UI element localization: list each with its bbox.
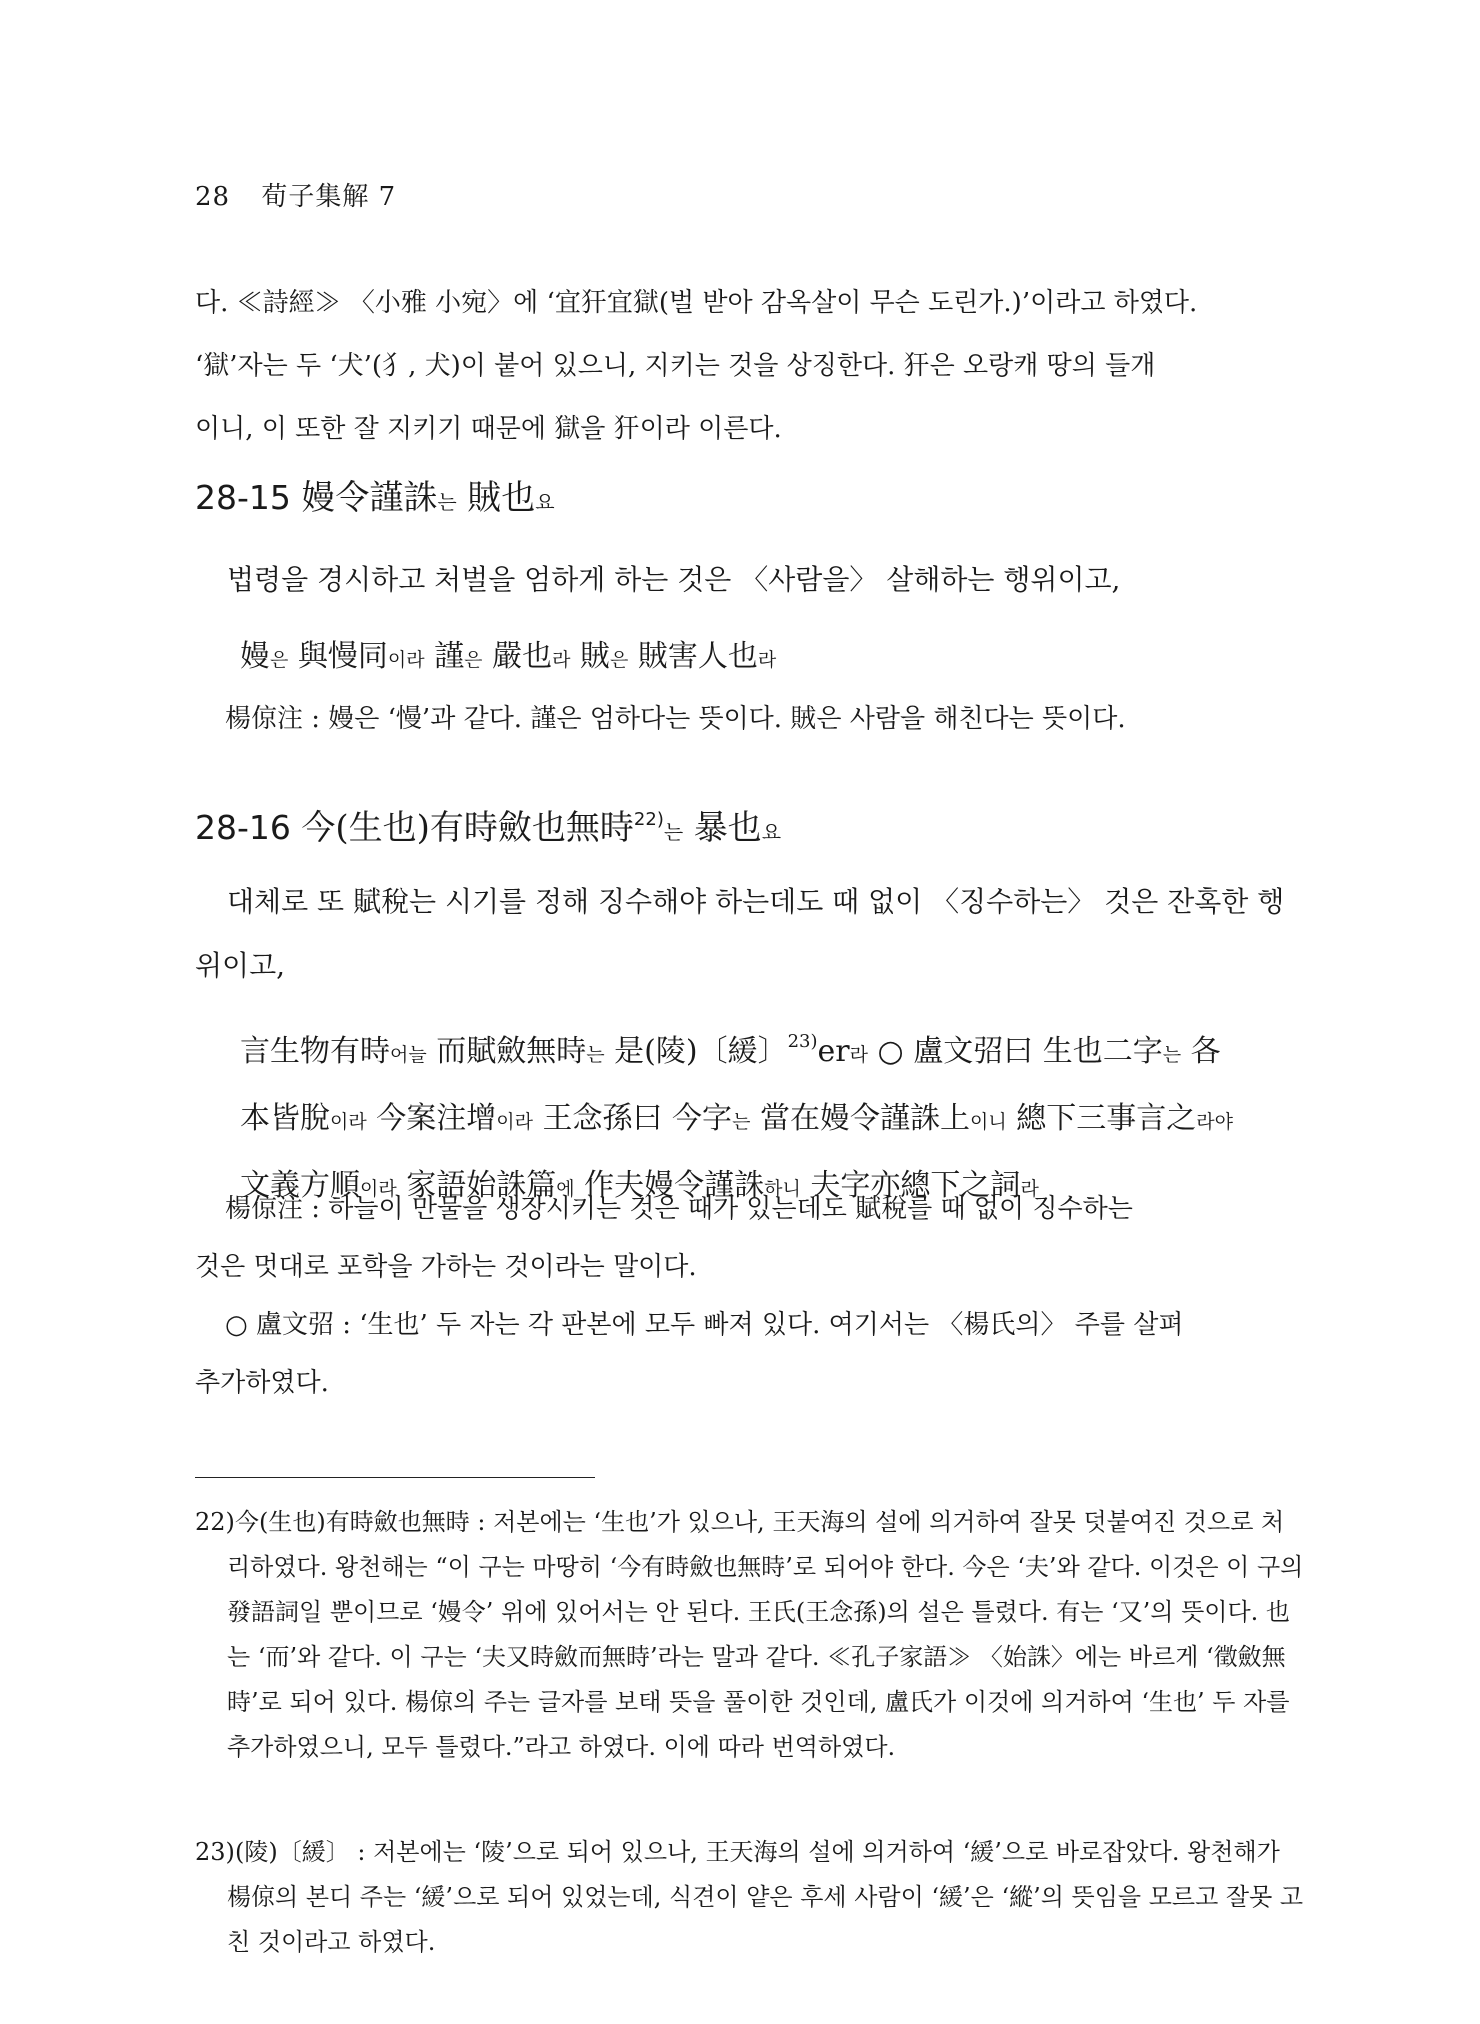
section-heading-28-15 — [195, 470, 555, 519]
particle: 은 — [270, 649, 289, 671]
footnote-22 — [195, 1500, 1305, 1770]
original-chunk: 賊害人也 — [628, 639, 758, 674]
commentary-28-16-yang — [195, 1180, 1300, 1296]
commentary-28-15: 楊倞注 : 嫚은 ‘慢’과 같다. 謹은 엄하다는 뜻이다. 賊은 사람을 해친다는 뜻이다. — [225, 704, 1126, 734]
particle: 라 — [757, 649, 777, 671]
commentary-line: 것은 멋대로 포학을 가하는 것이라는 말이다. — [195, 1252, 697, 1282]
particle: 이라 — [387, 649, 425, 671]
intro-paragraph — [195, 272, 1300, 461]
original-chunk: 王念孫曰 今字 — [532, 1101, 733, 1136]
heading-text: 今(生也)有時斂也無時 — [301, 808, 634, 848]
particle: 라야 — [1196, 1111, 1233, 1133]
heading-particle: 요 — [535, 490, 555, 514]
original-chunk: 賊 — [570, 639, 610, 674]
particle: 이라 — [330, 1111, 367, 1133]
book-title: 荀子集解 7 — [261, 182, 397, 212]
original-chunk: 是(陵)〔緩〕 — [604, 1034, 788, 1069]
commentary-line: 추가하였다. — [195, 1368, 329, 1398]
particle: 라 — [552, 649, 571, 671]
original-chunk: 各 — [1181, 1034, 1221, 1069]
page-number: 28 — [195, 182, 231, 212]
particle: 는 — [1162, 1044, 1182, 1066]
translation-28-15: 법령을 경시하고 처벌을 엄하게 하는 것은 〈사람을〉 살해하는 행위이고, — [227, 563, 1121, 596]
original-chunk: 夫字亦總下之詞 — [800, 1168, 1021, 1203]
original-chunk: er — [817, 1034, 850, 1069]
original-line — [240, 1010, 1300, 1087]
original-chunk: 當在嫚令謹誅上 — [750, 1101, 970, 1136]
footnote-text: (陵)〔緩〕 : 저본에는 ‘陵’으로 되어 있으나, 王天海의 설에 의거하여 ‘緩’으로 바로잡았다. 왕천해가 楊倞의 본디 주는 ‘緩’으로 되어 있었는데, 식견이 얕은 후세 사람이 ‘緩’은 ‘縱’의 뜻임을 모르고 잘못 고친 것이라고 하였다. — [227, 1838, 1304, 1956]
original-text-28-15 — [240, 625, 1300, 692]
heading-particle: 는 — [437, 490, 457, 514]
original-chunk: 作夫嫚令謹誅 — [574, 1168, 765, 1203]
footnote-ref[interactable]: 23) — [787, 1031, 818, 1052]
original-chunk: 本皆脫 — [240, 1101, 330, 1136]
particle: 은 — [609, 649, 629, 671]
intro-line: ‘獄’자는 두 ‘犬’(犭, 犬)이 붙어 있으니, 지키는 것을 상징한다. 犴은 오랑캐 땅의 들개 — [195, 351, 1156, 381]
particle: 는 — [586, 1044, 605, 1066]
original-chunk: 家語始誅篇 — [396, 1168, 557, 1203]
original-chunk: 謹 — [424, 639, 465, 674]
particle: 은 — [464, 649, 483, 671]
section-number: 28-16 — [195, 808, 291, 847]
original-chunk: 而賦斂無時 — [426, 1034, 587, 1069]
original-chunk: 與慢同 — [288, 639, 388, 674]
running-header — [195, 176, 396, 213]
intro-line: 다. ≪詩經≫ 〈小雅 小宛〉에 ‘宜犴宜獄(벌 받아 감옥살이 무슨 도린가.)’이라고 하였다. — [195, 288, 1198, 318]
footnote-23 — [195, 1830, 1305, 1965]
translation-28-16: 대체로 또 賦稅는 시기를 정해 징수해야 하는데도 때 없이 〈징수하는〉 것은 잔혹한 행위이고, — [195, 885, 1285, 982]
particle: 라 — [1020, 1178, 1039, 1200]
particle: 에 — [556, 1178, 575, 1200]
original-chunk: 言生物有時 — [240, 1034, 390, 1069]
heading-particle: 는 — [663, 820, 684, 844]
commentary-28-16-lu — [195, 1296, 1300, 1412]
particle: 이라 — [496, 1111, 533, 1133]
section-heading-28-16 — [195, 800, 781, 849]
footnote-label: 22) — [195, 1508, 235, 1536]
particle: 이라 — [360, 1178, 397, 1200]
particle: 어늘 — [390, 1044, 427, 1066]
heading-text: 嫚令謹誅 — [301, 478, 438, 518]
commentary-line: ○ 盧文弨 : ‘生也’ 두 자는 각 판본에 모두 빠져 있다. 여기서는 〈楊氏의〉 주를 살펴 — [225, 1310, 1184, 1340]
heading-text: 暴也 — [693, 808, 762, 848]
footnote-text: 今(生也)有時斂也無時 : 저본에는 ‘生也’가 있으나, 王天海의 설에 의거하여 잘못 덧붙여진 것으로 처리하였다. 왕천해는 “이 구는 마땅히 ‘今有時斂也無時’로 되어야 한다. 今은 ‘夫’와 같다. 이것은 이 구의 發語詞일 뿐이므로 ‘嫚令’ 위에 있어서는 안 된다. 王氏(王念孫)의 설은 틀렸다. 有는 ‘又’의 뜻이다. 也는 ‘而’와 같다. 이 구는 ‘夫又時斂而無時’라는 말과 같다. ≪孔子家語≫ 〈始誅〉에는 바르게 ‘徵斂無時’로 되어 있다. 楊倞의 주는 글자를 보태 뜻을 풀이한 것인데, 盧氏가 이것에 의거하여 ‘生也’ 두 자를 추가하였으니, 모두 틀렸다.”라고 하였다. 이에 따라 번역하였다. — [227, 1508, 1304, 1761]
intro-line: 이니, 이 또한 잘 지키기 때문에 獄을 犴이라 이른다. — [195, 414, 782, 444]
particle: 이니 — [969, 1111, 1007, 1133]
section-number: 28-15 — [195, 478, 291, 517]
original-chunk: 嫚 — [240, 639, 270, 674]
particle: 하니 — [764, 1178, 801, 1200]
commentary-line: 楊倞注 : 하늘이 만물을 생장시키는 것은 때가 있는데도 賦稅를 때 없이 징수하는 — [225, 1194, 1133, 1224]
footnote-divider — [195, 1477, 595, 1478]
footnote-ref[interactable]: 22) — [633, 809, 664, 830]
original-line — [240, 1087, 1300, 1154]
original-chunk: 文義方順 — [240, 1168, 360, 1203]
heading-text: 賊也 — [467, 478, 536, 518]
heading-particle: 요 — [761, 820, 782, 844]
original-chunk: 今案注增 — [366, 1101, 497, 1136]
footnote-label: 23) — [195, 1838, 235, 1866]
original-chunk: ○ 盧文弨曰 生也二字 — [867, 1034, 1163, 1069]
particle: 라 — [849, 1044, 868, 1066]
original-chunk: 總下三事言之 — [1006, 1101, 1197, 1136]
particle: 는 — [732, 1111, 751, 1133]
original-chunk: 嚴也 — [482, 639, 553, 674]
